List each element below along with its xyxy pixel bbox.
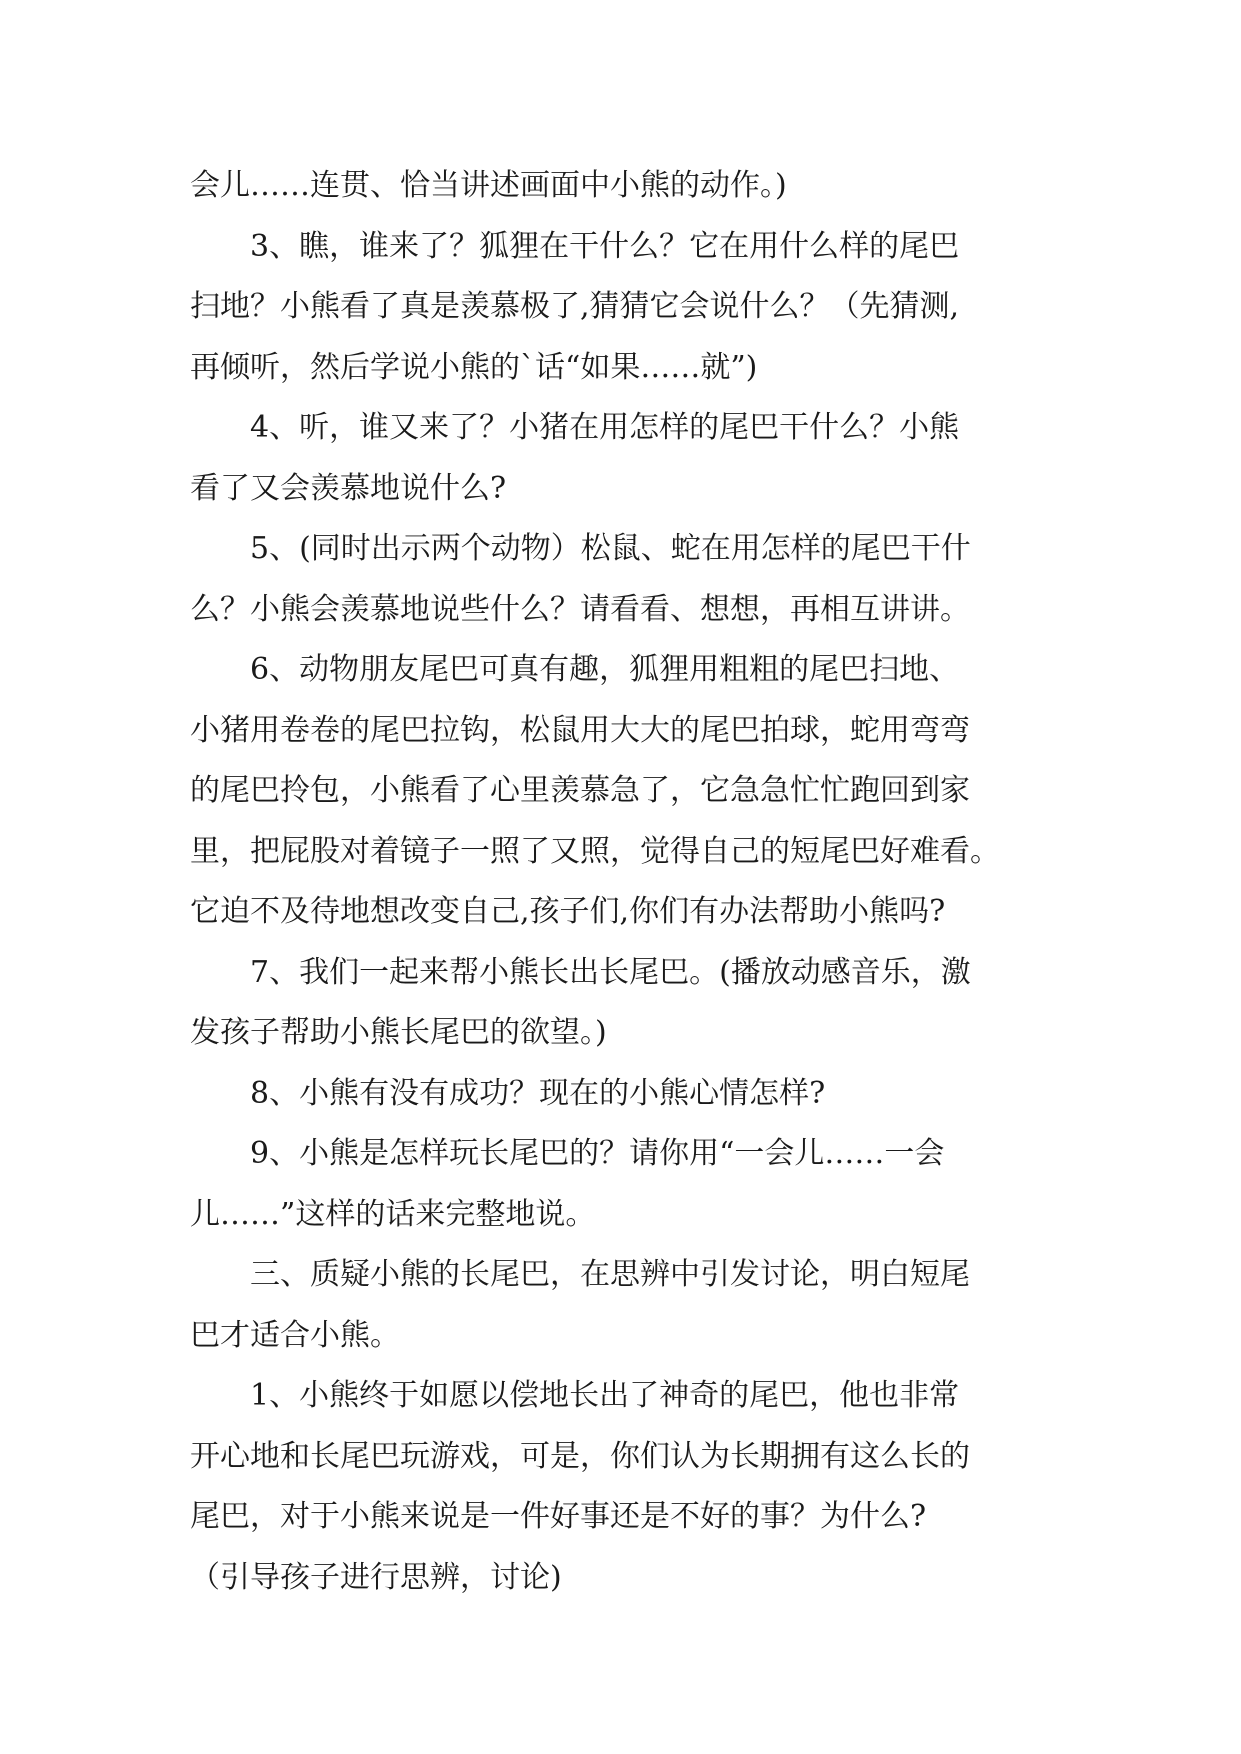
text-line: 会儿……连贯、恰当讲述画面中小熊的动作。) bbox=[190, 168, 787, 203]
text-line: 小猪用卷卷的尾巴拉钩，松鼠用大大的尾巴拍球，蛇用弯弯 bbox=[190, 712, 970, 748]
text-line: 看了又会羡慕地说什么? bbox=[190, 470, 507, 506]
text-line: 6、动物朋友尾巴可真有趣，狐狸用粗粗的尾巴扫地、 bbox=[250, 652, 960, 687]
text-line: 发孩子帮助小熊长尾巴的欲望。) bbox=[190, 1015, 607, 1050]
document-body bbox=[190, 156, 1090, 1608]
text-line: 9、小熊是怎样玩长尾巴的？请你用“一会儿……一会 bbox=[250, 1136, 945, 1171]
text-line: 1、小熊终于如愿以偿地长出了神奇的尾巴，他也非常 bbox=[250, 1378, 960, 1413]
text-line: 巴才适合小熊。 bbox=[190, 1317, 400, 1353]
text-line: 的尾巴拎包，小熊看了心里羡慕急了，它急急忙忙跑回到家 bbox=[190, 773, 970, 808]
text-line: 扫地？小熊看了真是羡慕极了,猜猜它会说什么？（先猜测, bbox=[190, 289, 960, 324]
text-line: 8、小熊有没有成功？现在的小熊心情怎样? bbox=[250, 1075, 826, 1111]
text-line: 5、(同时出示两个动物）松鼠、蛇在用怎样的尾巴干什 bbox=[250, 531, 971, 566]
text-line: 3、瞧，谁来了？狐狸在干什么？它在用什么样的尾巴 bbox=[250, 228, 960, 264]
text-line: 三、质疑小熊的长尾巴，在思辨中引发讨论，明白短尾 bbox=[250, 1257, 970, 1292]
text-line: 尾巴，对于小熊来说是一件好事还是不好的事？为什么? bbox=[190, 1499, 927, 1534]
text-line: （引导孩子进行思辨，讨论) bbox=[190, 1559, 562, 1595]
text-line: 里，把屁股对着镜子一照了又照，觉得自己的短尾巴好难看。 bbox=[190, 833, 1000, 869]
text-line: 儿……”这样的话来完整地说。 bbox=[190, 1196, 596, 1232]
text-line: 7、我们一起来帮小熊长出长尾巴。(播放动感音乐，激 bbox=[250, 954, 971, 990]
text-line: 再倾听，然后学说小熊的`话“如果……就”) bbox=[190, 349, 758, 385]
text-line: 开心地和长尾巴玩游戏，可是，你们认为长期拥有这么长的 bbox=[190, 1438, 970, 1474]
text-line: 它迫不及待地想改变自己,孩子们,你们有办法帮助小熊吗? bbox=[190, 894, 946, 929]
text-line: 4、听，谁又来了？小猪在用怎样的尾巴干什么？小熊 bbox=[250, 410, 960, 445]
text-line: 么？小熊会羡慕地说些什么？请看看、想想，再相互讲讲。 bbox=[190, 591, 970, 627]
